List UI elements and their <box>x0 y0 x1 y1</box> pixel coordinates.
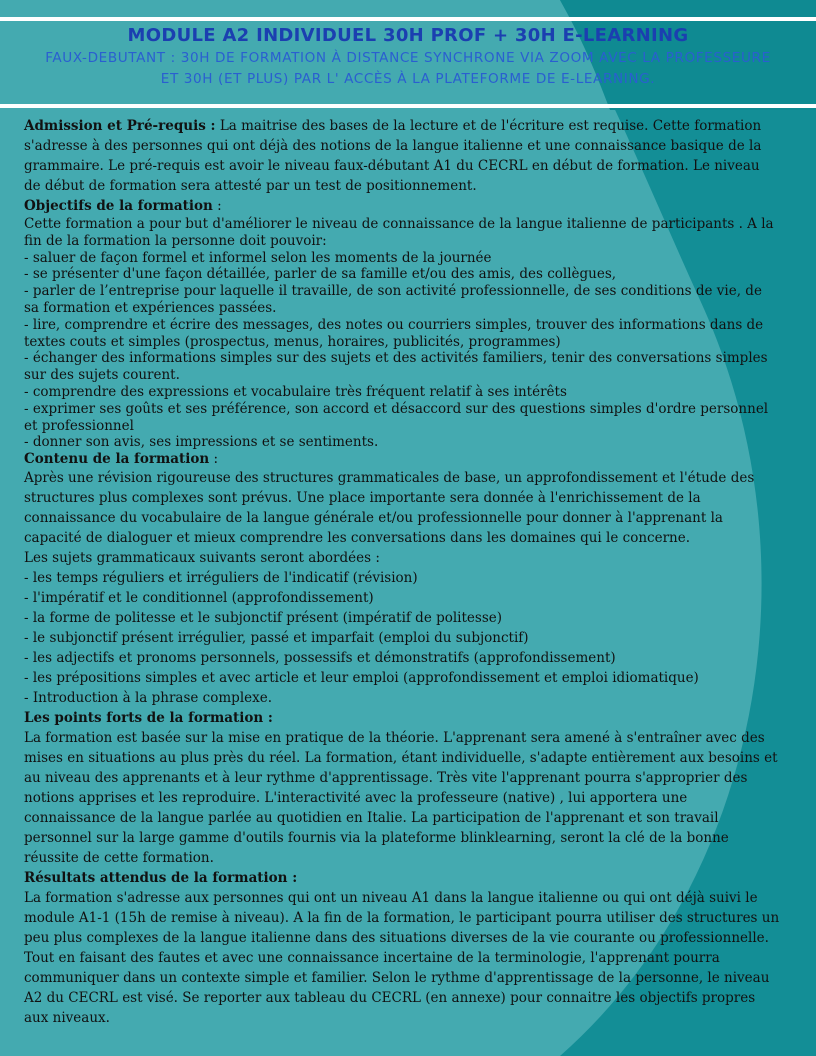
contenu-heading-suffix: : <box>209 451 219 468</box>
objectifs-heading: Objectifs de la formation <box>24 198 213 214</box>
header-rule-bottom <box>0 104 816 108</box>
module-subtitle: FAUX-DEBUTANT : 30H DE FORMATION À DISTANCE SYNCHRONE VIA ZOOM AVEC LA PROFESSEURE ET 30H (ET PLUS) PAR L' ACCÈS À LA PLATEFORME DE E-LEARNING. <box>45 50 771 87</box>
contenu-text: Après une révision rigoureuse des structures grammaticales de base, un approfondissement et l'étude des structures plus complexes sont prévus. Une place importante sera donnée à l'enrichissement de la connaissance du vocabulaire de la langue générale et/ou professionnelle pour donner à l'apprenant la capacité de dialoguer et mieux comprendre les conversations dans les domaines qui le concerne. <box>24 469 755 546</box>
objectifs-intro: Cette formation a pour but d'améliorer le niveau de connaissance de la langue italienne de participants . A la fin de la formation la personne doit pouvoir: <box>24 216 774 249</box>
admission-heading: Admission et Pré-requis : <box>24 118 216 134</box>
document-body <box>24 116 780 1028</box>
objectif-item: - exprimer ses goûts et ses préférence, son accord et désaccord sur des questions simples d'ordre personnel et professionnel <box>24 400 769 434</box>
objectif-item: - donner son avis, ses impressions et se sentiments. <box>24 434 379 451</box>
admission-section <box>24 116 780 196</box>
objectifs-heading-suffix: : <box>212 198 222 214</box>
document-header <box>0 0 816 110</box>
objectif-item: - se présenter d'une façon détaillée, parler de sa famille et/ou des amis, des collègues, <box>24 266 617 283</box>
points-forts-heading: Les points forts de la formation : <box>24 709 273 726</box>
points-forts-text: La formation est basée sur la mise en pratique de la théorie. L'apprenant sera amené à s'entraîner avec des mises en situations au plus près du réel. La formation, étant individuelle, s'adapte entièrement aux besoins et au niveau des apprenants et à leur rythme d'apprentissage. Très vite l'apprenant pourra s'approprier des notions apprises et les reproduire. L'interactivité avec la professeure (native) , lui apportera une connaissance de la langue parlée au quotidien en Italie. La participation de l'apprenant et son travail personnel sur la large gamme d'outils fournis via la plateforme blinklearning, seront la clé de la bonne réussite de cette formation. <box>24 729 778 866</box>
sujet-item: - les prépositions simples et avec article et leur emploi (approfondissement et emploi idiomatique) <box>24 669 699 686</box>
sujets-intro: Les sujets grammaticaux suivants seront abordées : <box>24 549 380 566</box>
resultats-heading: Résultats attendus de la formation : <box>24 869 298 886</box>
header-rule-top <box>0 17 816 21</box>
admission-text: La maitrise des bases de la lecture et de l'écriture est requise. Cette formation s'adresse à des personnes qui ont déjà des notions de la langue italienne et une connaissance basique de la grammaire. Le pré-requis est avoir le niveau faux-débutant A1 du CECRL en début de formation. Le niveau de début de formation sera attesté par un test de positionnement. <box>24 118 762 194</box>
contenu-heading-line <box>24 451 780 468</box>
objectif-item: - parler de l’entreprise pour laquelle il travaille, de son activité professionnelle, de ses conditions de vie, de sa formation et expériences passées. <box>24 283 762 316</box>
objectif-item: - échanger des informations simples sur des sujets et des activités familiers, tenir des conversations simples sur des sujets courent. <box>24 350 768 384</box>
sujet-item: - le subjonctif présent irrégulier, passé et imparfait (emploi du subjonctif) <box>24 629 529 646</box>
sujet-item: - la forme de politesse et le subjonctif présent (impératif de politesse) <box>24 609 503 626</box>
objectif-item: - comprendre des expressions et vocabulaire très fréquent relatif à ses intérêts <box>24 383 567 400</box>
objectif-item: - saluer de façon formel et informel selon les moments de la journée <box>24 249 492 266</box>
module-title: MODULE A2 INDIVIDUEL 30H PROF + 30H E-LEARNING <box>127 25 689 46</box>
sujet-item: - les adjectifs et pronoms personnels, possessifs et démonstratifs (approfondissement) <box>24 649 616 666</box>
resultats-text: La formation s'adresse aux personnes qui ont un niveau A1 dans la langue italienne ou qui ont déjà suivi le module A1-1 (15h de remise à niveau). A la fin de la formation, le participant pourra utiliser des structures un peu plus complexes de la langue italienne dans des situations diverses de la vie courante ou professionnelle. Tout en faisant des fautes et avec une connaissance incertaine de la terminologie, l'apprenant pourra communiquer dans un contexte simple et familier. Selon le rythme d'apprentissage de la personne, le niveau A2 du CECRL est visé. Se reporter aux tableau du CECRL (en annexe) pour connaitre les objectifs propres aux niveaux. <box>24 889 780 1026</box>
sujet-item: - Introduction à la phrase complexe. <box>24 689 273 706</box>
sujet-item: - les temps réguliers et irréguliers de l'indicatif (révision) <box>24 569 418 586</box>
sujet-item: - l'impératif et le conditionnel (approfondissement) <box>24 589 374 606</box>
objectifs-heading-line <box>24 196 780 216</box>
objectif-item: - lire, comprendre et écrire des messages, des notes ou courriers simples, trouver des informations dans de textes couts et simples (prospectus, menus, horaires, publicités, programmes) <box>24 316 764 350</box>
contenu-heading: Contenu de la formation <box>24 451 210 468</box>
